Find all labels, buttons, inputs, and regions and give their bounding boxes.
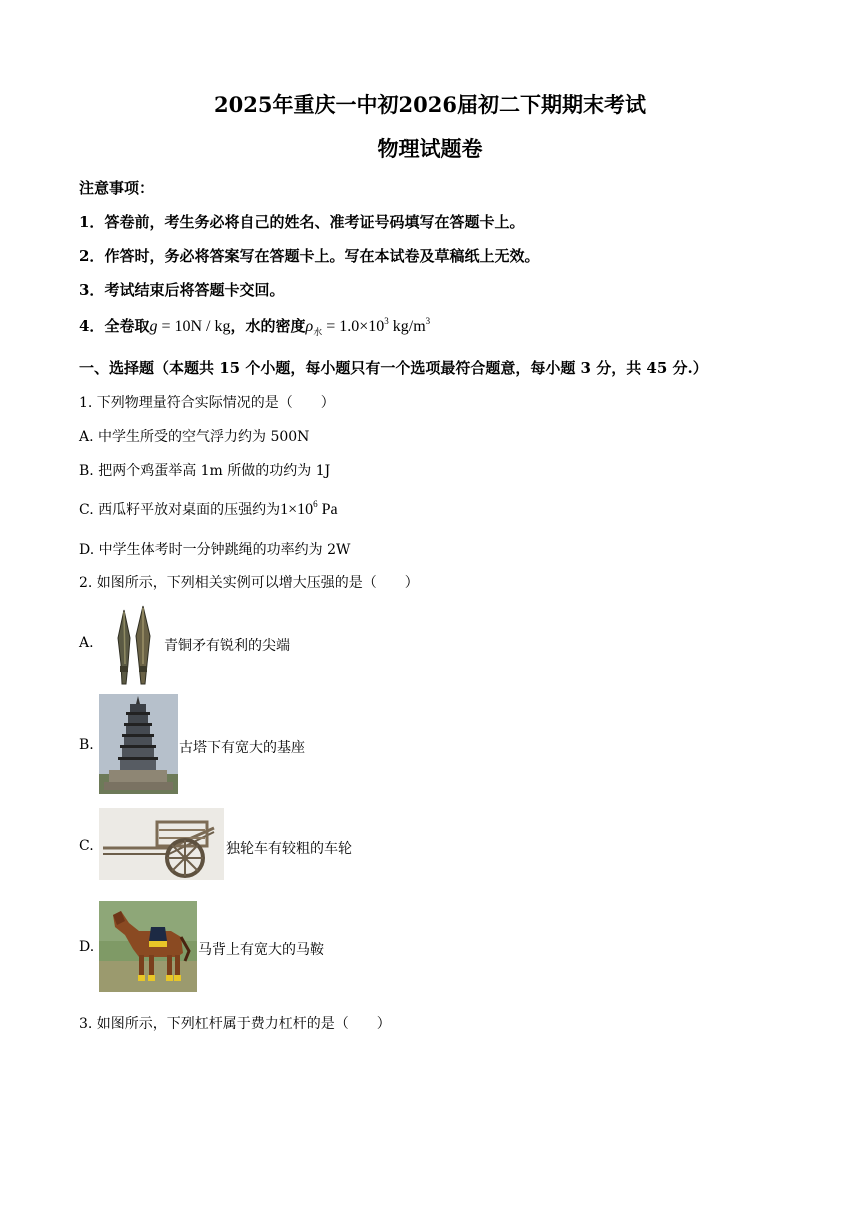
notice-item-2: 2．作答时，务必将答案写在答题卡上。写在本试卷及草稿纸上无效。 bbox=[79, 247, 540, 265]
question-1-stem: 1. 下列物理量符合实际情况的是（ ） bbox=[79, 395, 335, 411]
gravity-formula: g = 10N / kg bbox=[149, 318, 231, 335]
notice-item-3: 3．考试结束后将答题卡交回。 bbox=[79, 281, 285, 299]
question-2-option-a-text: 青铜矛有锐利的尖端 bbox=[164, 638, 290, 654]
question-2-option-c-text: 独轮车有较粗的车轮 bbox=[226, 841, 352, 857]
question-2-option-b-letter: B. bbox=[79, 737, 94, 753]
question-2-stem: 2. 如图所示，下列相关实例可以增大压强的是（ ） bbox=[79, 575, 419, 591]
question-1-option-c: C. 西瓜籽平放对桌面的压强约为$1\times 10^6$ Pa bbox=[79, 499, 338, 518]
question-2-option-d-letter: D. bbox=[79, 939, 95, 955]
question-3-stem: 3. 如图所示，下列杠杆属于费力杠杆的是（ ） bbox=[79, 1016, 391, 1032]
question-2-option-c-letter: C. bbox=[79, 838, 94, 854]
question-2-option-b-text: 古塔下有宽大的基座 bbox=[179, 740, 305, 756]
exam-title: 2025年重庆一中初2026届初二下期期末考试 bbox=[214, 92, 646, 117]
saddled-horse-image bbox=[99, 901, 197, 992]
question-2-option-d-text: 马背上有宽大的马鞍 bbox=[198, 942, 324, 958]
ancient-pagoda-image bbox=[99, 694, 178, 794]
notice-item-1: 1．答卷前，考生务必将自己的姓名、准考证号码填写在答题卡上。 bbox=[79, 213, 525, 231]
section-heading: 一、选择题（本题共 15 个小题，每小题只有一个选项最符合题意，每小题 3 分，共 45 分.） bbox=[79, 359, 708, 377]
notice-heading: 注意事项： bbox=[79, 179, 155, 197]
question-1-option-d: D. 中学生体考时一分钟跳绳的功率约为 2W bbox=[79, 542, 351, 558]
question-1-option-a: A. 中学生所受的空气浮力约为 500N bbox=[79, 429, 310, 445]
water-density-formula: $\rho_水 = 1.0\times 10^3$ $kg/m^3$ bbox=[305, 316, 431, 338]
question-2-option-a-letter: A. bbox=[79, 635, 94, 651]
wheelbarrow-image bbox=[99, 808, 224, 880]
exam-subtitle: 物理试题卷 bbox=[377, 136, 483, 161]
pressure-formula: $1\times 10^6$ Pa bbox=[280, 499, 338, 518]
question-1-option-b: B. 把两个鸡蛋举高 1m 所做的功约为 1J bbox=[79, 463, 331, 479]
bronze-spear-image bbox=[106, 604, 163, 688]
notice-item-4: 4．全卷取g = 10N / kg，水的密度$\rho_水 = 1.0\times 10^3$ $kg/m^3$ bbox=[79, 316, 431, 338]
